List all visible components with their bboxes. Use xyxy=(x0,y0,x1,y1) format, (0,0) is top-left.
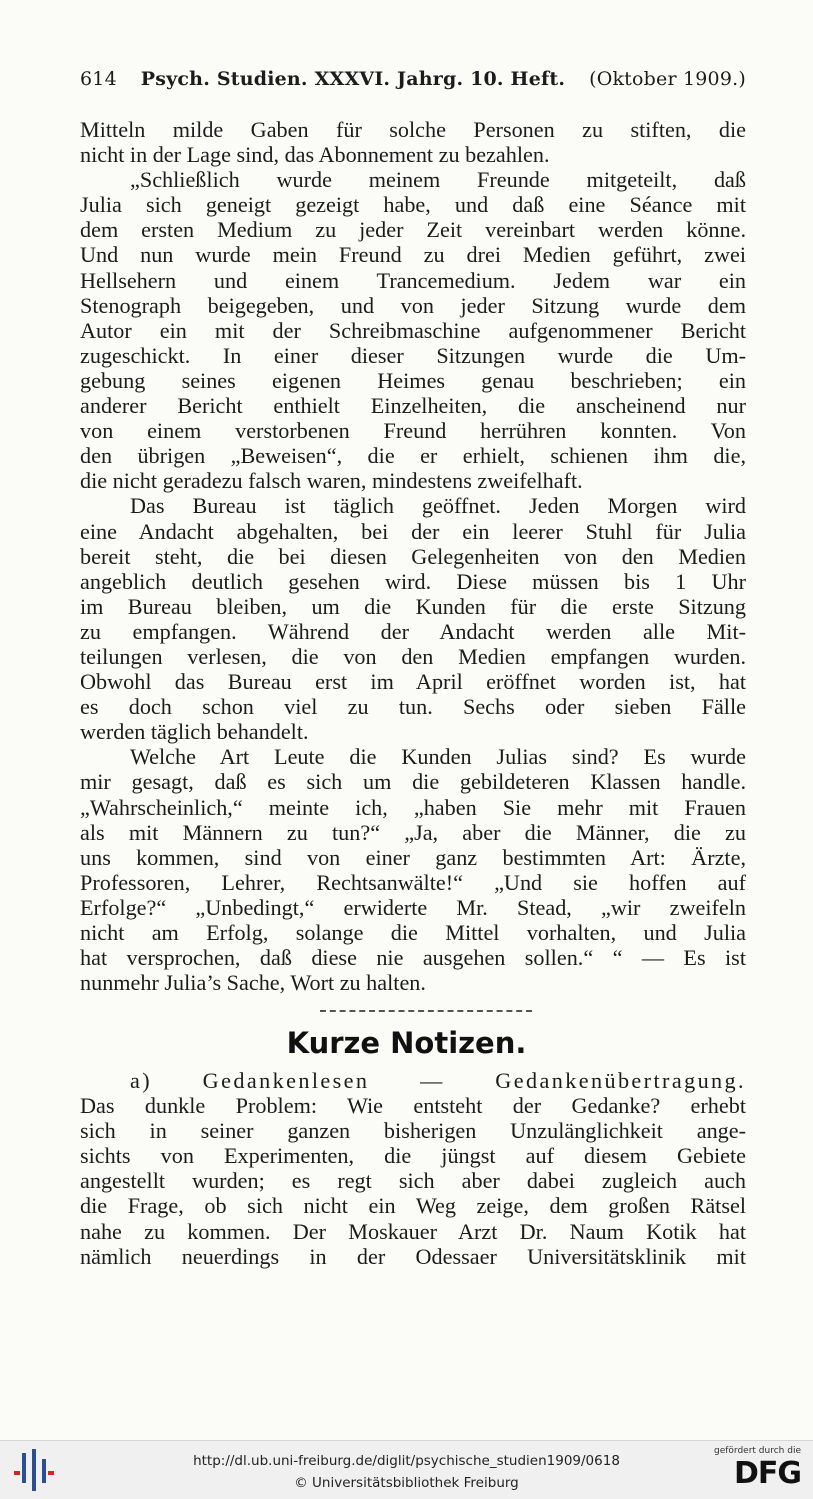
copyright-notice: © Universitätsbibliothek Freiburg xyxy=(294,1475,519,1491)
notes-line: die Frage, ob sich nicht ein Weg zeige, dem großen Rätsel xyxy=(80,1193,746,1219)
text-line: Welche Art Leute die Kunden Julias sind? Es wurde xyxy=(130,744,746,770)
text-line: als mit Männern zu tun?“ „Ja, aber die Männer, die zu xyxy=(80,819,746,845)
funding-caption: gefördert durch die xyxy=(714,1446,801,1456)
issue-date: (Oktober 1909.) xyxy=(589,68,746,90)
page-number: 614 xyxy=(80,68,117,90)
text-line: die nicht geradezu falsch waren, mindestens zweifelhaft. xyxy=(80,468,583,494)
text-line: nicht in der Lage sind, das Abonnement zu bezahlen. xyxy=(80,142,550,168)
text-line: Stenograph beigegeben, und von jeder Sitzung wurde dem xyxy=(80,292,746,318)
dfg-logo: DFG xyxy=(733,1456,801,1491)
text-line: „Schließlich wurde meinem Freunde mitgeteilt, daß xyxy=(130,167,746,193)
text-line: Autor ein mit der Schreibmaschine aufgenommener Bericht xyxy=(80,317,746,343)
text-line: werden täglich behandelt. xyxy=(80,719,309,745)
permalink-url[interactable]: http://dl.ub.uni-freiburg.de/diglit/psychische_studien1909/0618 xyxy=(193,1453,620,1469)
text-line: eine Andacht abgehalten, bei der ein leerer Stuhl für Julia xyxy=(80,518,746,544)
article-body xyxy=(80,117,746,995)
running-header xyxy=(80,68,746,90)
notes-line: nämlich neuerdings in der Odessaer Universitätsklinik mit xyxy=(80,1243,746,1269)
text-line: Erfolge?“ „Unbedingt,“ erwiderte Mr. Stead, „wir zweifeln xyxy=(80,894,746,920)
viewer-footer xyxy=(0,1440,813,1499)
text-line: nunmehr Julia’s Sache, Wort zu halten. xyxy=(80,970,426,996)
text-line: uns kommen, sind von einer ganz bestimmten Art: Ärzte, xyxy=(80,844,746,870)
notes-line: sichts von Experimenten, die jüngst auf diesem Gebiete xyxy=(80,1143,746,1169)
notes-body xyxy=(80,1068,746,1269)
text-line: bereit steht, die bei diesen Gelegenheiten von den Medien xyxy=(80,543,746,569)
text-line: von einem verstorbenen Freund herrühren konnten. Von xyxy=(80,418,746,444)
text-line: Obwohl das Bureau erst im April eröffnet worden ist, hat xyxy=(80,669,746,695)
notes-line: Das dunkle Problem: Wie entsteht der Gedanke? erhebt xyxy=(80,1093,746,1119)
text-line: gebung seines eigenen Heimes genau beschrieben; ein xyxy=(80,367,746,393)
text-line: Das Bureau ist täglich geöffnet. Jeden Morgen wird xyxy=(130,493,746,519)
text-line: den übrigen „Beweisen“, die er erhielt, schienen ihm die, xyxy=(80,443,746,469)
text-line: dem ersten Medium zu jeder Zeit vereinbart werden könne. xyxy=(80,217,746,243)
text-line: mir gesagt, daß es sich um die gebildeteren Klassen handle. xyxy=(80,769,746,795)
journal-title: Psych. Studien. XXXVI. Jahrg. 10. Heft. xyxy=(140,68,566,90)
text-line: Mitteln milde Gaben für solche Personen zu stiften, die xyxy=(80,117,746,142)
text-line: „Wahrscheinlich,“ meinte ich, „haben Sie mehr mit Frauen xyxy=(80,794,746,820)
text-line: Hellsehern und einem Trancemedium. Jedem war ein xyxy=(80,267,746,293)
text-line: nicht am Erfolg, solange die Mittel vorhalten, und Julia xyxy=(80,920,746,945)
text-line: teilungen verlesen, die von den Medien empfangen wurden. xyxy=(80,643,746,669)
notes-line: a) Gedankenlesen — Gedankenübertragung. xyxy=(130,1068,746,1093)
text-line: angeblich deutlich gesehen wird. Diese müssen bis 1 Uhr xyxy=(80,568,746,594)
text-line: anderer Bericht enthielt Einzelheiten, die anscheinend nur xyxy=(80,393,746,419)
text-line: zu empfangen. Während der Andacht werden alle Mit- xyxy=(80,618,746,644)
text-line: Julia sich geneigt gezeigt habe, und daß eine Séance mit xyxy=(80,192,746,218)
text-line: Professoren, Lehrer, Rechtsanwälte!“ „Und sie hoffen auf xyxy=(80,869,746,895)
section-title: Kurze Notizen. xyxy=(286,1026,527,1060)
text-line: es doch schon viel zu tun. Sechs oder sieben Fälle xyxy=(80,694,746,720)
text-line: hat versprochen, daß diese nie ausgehen sollen.“ “ — Es ist xyxy=(80,945,746,971)
text-line: im Bureau bleiben, um die Kunden für die erste Sitzung xyxy=(80,593,746,619)
notes-line: sich in seiner ganzen bisherigen Unzulänglichkeit ange- xyxy=(80,1118,746,1144)
section-divider xyxy=(320,1010,532,1014)
text-line: zugeschickt. In einer dieser Sitzungen wurde die Um- xyxy=(80,342,746,368)
notes-line: angestellt wurden; es regt sich aber dabei zugleich auch xyxy=(80,1168,746,1194)
text-line: Und nun wurde mein Freund zu drei Medien geführt, zwei xyxy=(80,242,746,268)
notes-line: nahe zu kommen. Der Moskauer Arzt Dr. Naum Kotik hat xyxy=(80,1218,746,1244)
